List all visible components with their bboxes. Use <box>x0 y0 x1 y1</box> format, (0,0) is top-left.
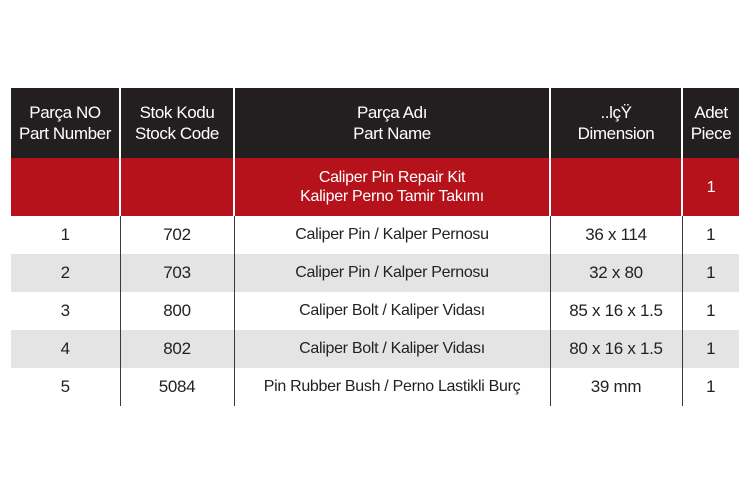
row-part-name: Caliper Pin / Kalper Pernosu <box>234 216 550 254</box>
parts-table <box>11 88 739 406</box>
row-dimension: 36 x 114 <box>550 216 682 254</box>
row-dimension: 39 mm <box>550 368 682 406</box>
row-stock-code: 802 <box>120 330 234 368</box>
row-part-name: Caliper Pin / Kalper Pernosu <box>234 254 550 292</box>
header-piece-en: Piece <box>690 124 732 143</box>
row-piece: 1 <box>682 368 739 406</box>
kit-name-tr: Kaliper Perno Tamir Takımı <box>300 188 484 205</box>
header-dimension <box>550 88 682 158</box>
table-row <box>11 254 739 292</box>
table-row <box>11 330 739 368</box>
kit-name-cell <box>234 158 550 216</box>
header-piece-tr: Adet <box>694 103 728 122</box>
row-dimension: 80 x 16 x 1.5 <box>550 330 682 368</box>
kit-stock-code-cell <box>120 158 234 216</box>
row-stock-code: 703 <box>120 254 234 292</box>
parts-table-container <box>11 88 739 406</box>
row-part-number: 5 <box>60 377 70 396</box>
row-part-number: 3 <box>60 301 70 320</box>
table-row <box>11 368 739 406</box>
header-stock-code <box>120 88 234 158</box>
kit-name-en: Caliper Pin Repair Kit <box>318 169 466 186</box>
header-part-number-tr: Parça NO <box>29 103 101 122</box>
header-part-number-en: Part Number <box>19 124 111 143</box>
kit-piece-cell: 1 <box>682 158 739 216</box>
table-row <box>11 216 739 254</box>
table-row <box>11 292 739 330</box>
header-dimension-en: Dimension <box>577 124 655 143</box>
row-piece: 1 <box>682 254 739 292</box>
kit-dimension-cell <box>550 158 682 216</box>
row-part-number: 2 <box>11 254 120 292</box>
row-stock-code: 800 <box>120 292 234 330</box>
row-piece: 1 <box>682 330 739 368</box>
header-part-name-en: Part Name <box>353 124 431 143</box>
row-part-name: Caliper Bolt / Kaliper Vidası <box>234 330 550 368</box>
row-dimension: 85 x 16 x 1.5 <box>550 292 682 330</box>
header-part-name-tr: Parça Adı <box>356 103 428 122</box>
row-part-name: Caliper Bolt / Kaliper Vidası <box>234 292 550 330</box>
header-row <box>11 88 739 158</box>
row-stock-code: 702 <box>120 216 234 254</box>
row-stock-code: 5084 <box>120 368 234 406</box>
row-part-name: Pin Rubber Bush / Perno Lastikli Burç <box>234 368 550 406</box>
row-piece: 1 <box>682 216 739 254</box>
header-piece <box>682 88 739 158</box>
row-part-number: 4 <box>11 330 120 368</box>
kit-part-number-cell <box>11 158 120 216</box>
row-dimension: 32 x 80 <box>550 254 682 292</box>
header-dimension-tr: ..lçŸ <box>600 103 632 122</box>
header-part-number <box>11 88 120 158</box>
header-stock-code-en: Stock Code <box>135 124 219 143</box>
row-piece: 1 <box>682 292 739 330</box>
row-part-number: 1 <box>60 225 70 244</box>
header-stock-code-tr: Stok Kodu <box>139 103 215 122</box>
kit-row <box>11 158 739 216</box>
header-part-name <box>234 88 550 158</box>
